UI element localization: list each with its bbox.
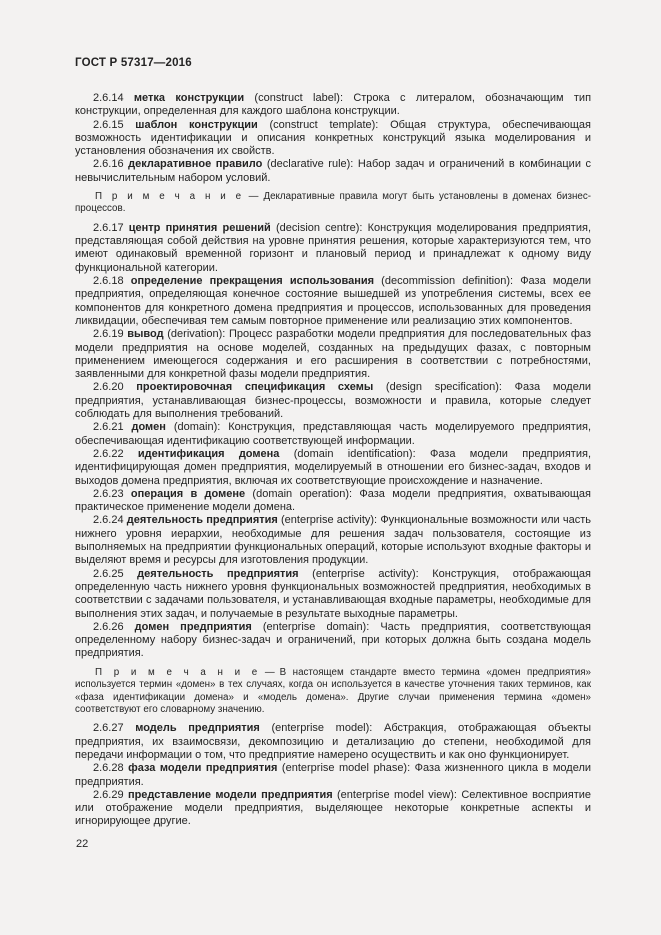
term-number: 2.6.26: [93, 620, 135, 633]
term-definition: Конструкция, отображающая определенную часть нижнего уровня функциональных возможностей предприятия, необходимых в соответствии с задачами пользователя, и устанавливающая входные параметры, необходимые для выполнения этих задач, и получаемые в результате выходные параметры.: [75, 567, 592, 620]
term-definition: Фаза модели предприятия, определяющая конечное состояние вышедшей из употребления системы, всех ее компонентов для конкретного домена предприятия и процессов, использованных для проведения ликвидации, обеспечивая тем самым повторное применение или реализацию этих компонентов.: [75, 275, 592, 327]
term-english: (declarative rule):: [262, 158, 358, 171]
term-entry: [75, 381, 591, 421]
term-label: деятельность предприятия: [126, 514, 278, 527]
note: [75, 667, 591, 717]
term-number: 2.6.18: [93, 275, 131, 288]
term-english: (enterprise model):: [259, 722, 384, 735]
term-definition: Абстракция, отображающая объекты предприятия, их взаимосвязи, декомпозицию и детализацию до степени, необходимой для передачи информации о том, что предприятие намерено осуществить и как оно функционирует.: [75, 722, 592, 761]
term-number: 2.6.29: [93, 788, 128, 801]
term-entry: [75, 448, 591, 488]
term-label: определение прекращения использования: [130, 275, 375, 288]
document-title: ГОСТ Р 57317—2016: [75, 57, 192, 69]
term-label: операция в домене: [130, 487, 246, 500]
term-definition: Фаза жизненного цикла в модели предприятия.: [75, 762, 592, 788]
term-entry: [75, 328, 591, 381]
note-label: П р и м е ч а н и е: [95, 191, 244, 203]
term-label: вывод: [127, 328, 164, 341]
term-definition: Фаза модели предприятия, идентифицирующая домен предприятия, моделируемый в отношении его бизнес-задач, входов и выходов домена предприятия, включая их соответствующие происхождение и назначение.: [75, 447, 592, 487]
term-english: (design specification):: [373, 381, 515, 394]
note-dash: —: [264, 666, 275, 678]
term-entry: [75, 789, 591, 829]
term-number: 2.6.23: [93, 487, 131, 500]
term-number: 2.6.24: [93, 514, 127, 527]
term-number: 2.6.21: [93, 421, 132, 434]
term-entry: [75, 119, 591, 159]
term-definition: Строка с литералом, обозначающим тип конструкции, определенная для каждого шаблона конструкции.: [75, 92, 592, 118]
term-english: (enterprise activity):: [298, 567, 433, 580]
term-number: 2.6.16: [93, 158, 129, 171]
term-label: идентификация домена: [137, 447, 280, 460]
term-number: 2.6.25: [93, 567, 138, 580]
term-label: модель предприятия: [135, 722, 260, 735]
term-label: деятельность предприятия: [137, 567, 299, 580]
term-label: домен: [131, 421, 166, 434]
term-definition: Конструкция моделирования предприятия, представляющая собой действия на уровне принятия решения, которые характеризуются тем, что имеют одинаковый временной горизонт и плановый период и принадлежат к одному виду функциональной категории.: [75, 221, 591, 274]
term-entry: [75, 621, 591, 661]
term-definition: Набор задач и ограничений в комбинации с невычислительным набором условий.: [75, 158, 592, 184]
term-label: фаза модели предприятия: [128, 762, 278, 775]
term-label: декларативное правило: [128, 158, 263, 171]
term-number: 2.6.20: [93, 381, 137, 394]
term-entry: [75, 92, 591, 119]
term-label: проектировочная спецификация схемы: [136, 381, 374, 394]
term-number: 2.6.28: [93, 762, 129, 775]
term-entry: [75, 762, 591, 789]
term-definition: Фаза модели предприятия, охватывающая практическое применение модели домена.: [75, 487, 591, 514]
term-definition: Функциональные возможности или часть нижнего уровня иерархии, необходимые для решения задач пользователя, состоящие из выполняемых на предприятии функциональных операций, которые используют входные факторы и выделяют время и ресурсы для изготовления продукции.: [75, 514, 592, 567]
note: [75, 191, 591, 216]
term-english: (enterprise model view):: [332, 788, 462, 801]
term-english: (construct template):: [257, 118, 391, 131]
term-number: 2.6.17: [93, 221, 129, 234]
term-english: (enterprise model phase):: [277, 762, 415, 775]
term-entry: [75, 488, 591, 515]
note-text: Декларативные правила могут быть установлены в доменах бизнес-процессов.: [75, 191, 591, 215]
term-entry: [75, 568, 591, 621]
term-entry: [75, 722, 591, 762]
term-number: 2.6.22: [93, 447, 138, 460]
term-english: (domain operation):: [245, 487, 360, 500]
term-english: (decision centre):: [270, 221, 368, 234]
term-entry: [75, 275, 591, 328]
term-entry: [75, 514, 591, 567]
term-english: (enterprise activity):: [277, 514, 381, 527]
terms-list: [75, 92, 591, 829]
term-number: 2.6.27: [93, 722, 136, 735]
term-definition: Селективное восприятие или отображение модели предприятия, выделяющее некоторые конкретные аспекты и игнорирующее другие.: [75, 788, 591, 828]
term-number: 2.6.19: [93, 328, 128, 341]
term-label: домен предприятия: [134, 620, 252, 633]
term-label: метка конструкции: [133, 92, 245, 104]
term-entry: [75, 158, 591, 185]
term-english: (construct label):: [244, 92, 354, 104]
term-definition: Процесс разработки модели предприятия для последовательных фаз модели предприятия на основе моделей, созданных на предыдущих фазах, с повторным применением имеющегося содержания и его расширения в соответствии с потребностями, заявленными для конкретной фазы модели предприятия.: [75, 328, 591, 381]
term-label: центр принятия решений: [128, 221, 271, 234]
term-definition: Часть предприятия, соответствующая определенному набору бизнес-задач и ограничений, при которых должна быть создана модель предприятия.: [75, 620, 591, 660]
note-dash: —: [248, 191, 259, 203]
term-definition: Конструкция, представляющая часть моделируемого предприятия, обеспечивающая идентификацию соответствующей информации.: [75, 421, 591, 447]
page-number: 22: [76, 838, 89, 850]
term-english: (enterprise domain):: [251, 620, 381, 633]
term-entry: [75, 421, 591, 448]
term-definition: Общая структура, обеспечивающая возможность идентификации и описания конкретных конструкций языка моделирования и установления обозначения их свойств.: [75, 118, 591, 158]
term-number: 2.6.14: [93, 92, 134, 104]
term-english: (decommission definition):: [374, 275, 521, 288]
term-label: представление модели предприятия: [127, 788, 333, 801]
term-label: шаблон конструкции: [135, 118, 258, 131]
note-text: В настоящем стандарте вместо термина «домен предприятия» используется термин «домен» в тех случаях, когда он используется в качестве уточнения таких терминов, как «фаза идентификации домена» и «модель домена». Другие случаи применения термина «домен» соответствуют его словарному значению.: [75, 666, 591, 715]
term-number: 2.6.15: [93, 118, 136, 131]
note-label: П р и м е ч а н и е: [95, 666, 260, 678]
term-definition: Фаза модели предприятия, устанавливающая бизнес-процессы, возможности и правила, которые следует соблюдать для выполнения требований.: [75, 381, 592, 421]
term-english: (domain identification):: [279, 447, 430, 460]
term-english: (domain):: [165, 421, 229, 434]
term-entry: [75, 222, 591, 275]
term-english: (derivation):: [163, 328, 229, 341]
